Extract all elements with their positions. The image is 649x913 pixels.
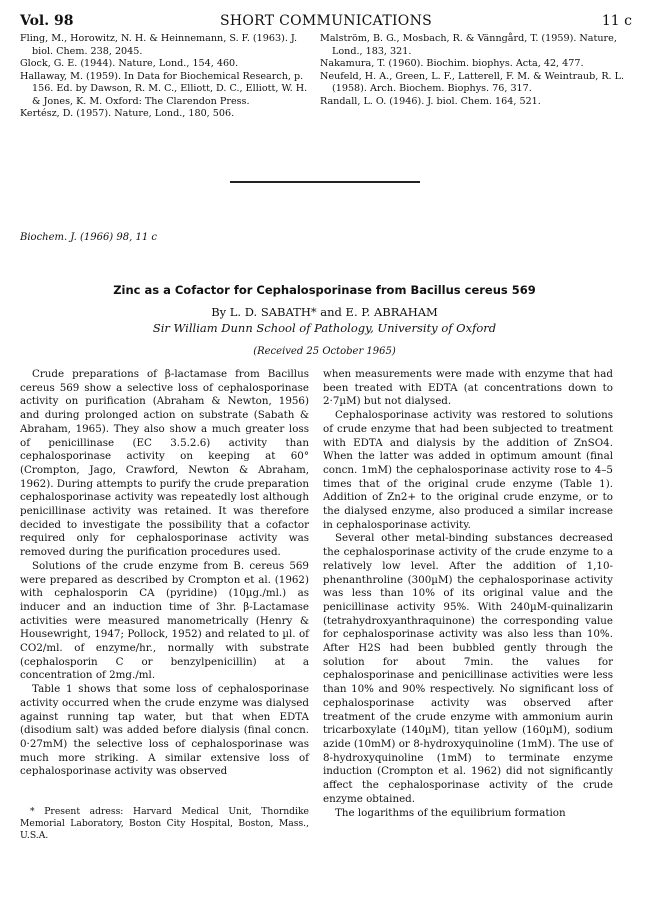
body-column-right (323, 368, 613, 820)
section-title: SHORT COMMUNICATIONS (219, 13, 433, 29)
running-header (20, 13, 632, 31)
body-paragraph: Solutions of the crude enzyme from B. cereus 569 were prepared as described by Crompton et al. (1962) with cephalosporin CA (pyridine) (10µg./ml.) as inducer and an induction time of 3hr. β-Lactamase activities were measured manometrically (Henry & Housewright, 1947; Pollock, 1952) and related to µl. of CO2/ml. of enzyme/hr., normally with substrate (cephalosporin C or benzylpenicillin) at a concentration of 2mg./ml. (20, 559, 309, 682)
reference-item: Hallaway, M. (1959). In Data for Biochemical Research, p. 156. Ed. by Dawson, R. M. C., Elliott, D. C., Elliott, W. H. & Jones, K. M. Oxford: The Clarendon Press. (20, 70, 308, 107)
body-paragraph: The logarithms of the equilibrium formation (335, 806, 566, 819)
body-paragraph: when measurements were made with enzyme that had been treated with EDTA (at concentrations down to 2·7µM) but not dialysed. (323, 368, 613, 408)
body-paragraph: Table 1 shows that some loss of cephalosporinase activity occurred when the crude enzyme was dialysed against running tap water, but that when EDTA (disodium salt) was added before dialysis (final concn. 0·27mM) the selective loss of cephalosporinase was much more striking. A similar extensive loss of cephalosporinase activity was observed (20, 683, 309, 778)
journal-citation: Biochem. J. (1966) 98, 11 c (20, 232, 157, 243)
section-divider (230, 181, 420, 183)
footnote: * Present adress: Harvard Medical Unit, Thorndike Memorial Laboratory, Boston City Hospital, Boston, Mass., U.S.A. (20, 806, 309, 841)
reference-item: Neufeld, H. A., Green, L. F., Latterell, F. M. & Weintraub, R. L. (1958). Arch. Biochem. Biophys. 76, 317. (320, 70, 625, 94)
received-date: (Received 25 October 1965) (253, 346, 396, 357)
body-paragraph: Cephalosporinase activity was restored to solutions of crude enzyme that had been subjected to treatment with EDTA and dialysis by the addition of ZnSO4. When the latter was added in optimum amount (final concn. 1mM) the cephalosporinase activity rose to 4–5 times that of the original crude enzyme (Table 1). Addition of Zn2+ to the original crude enzyme, or to the dialysed enzyme, also produced a similar increase in cephalosporinase activity. (323, 409, 613, 531)
reference-item: Glock, G. E. (1944). Nature, Lond., 154, 460. (20, 58, 239, 69)
article-title: Zinc as a Cofactor for Cephalosporinase from Bacillus cereus 569 (113, 283, 536, 297)
reference-item: Nakamura, T. (1960). Biochim. biophys. Acta, 42, 477. (320, 58, 584, 69)
body-paragraph: Crude preparations of β-lactamase from Bacillus cereus 569 show a selective loss of cephalosporinase activity on purification (Abraham & Newton, 1956) and during prolonged action on substrate (Sabath & Abraham, 1965). They also show a much greater loss of penicillinase (EC 3.5.2.6) activity than cephalosporinase activity on keeping at 60° (Crompton, Jago, Crawford, Newton & Abraham, 1962). During attempts to purify the crude preparation cephalosporinase activity was repeatedly lost although penicillinase activity was retained. It was therefore decided to investigate the possibility that a cofactor required only for cephalosporinase activity was removed during the purification procedures used. (20, 368, 309, 559)
reference-item: Fling, M., Horowitz, N. H. & Heinnemann, S. F. (1963). J. biol. Chem. 238, 2045. (20, 33, 298, 57)
article-affiliation: Sir William Dunn School of Pathology, University of Oxford (152, 321, 497, 335)
body-paragraph: Several other metal-binding substances decreased the cephalosporinase activity of the crude enzyme to a relatively low level. After the addition of 1,10-phenanthroline (300µM) the cephalosporinase activity was less than 10% of its original value and the penicillinase activity 95%. With 240µM-quinalizarin (tetrahydroxyanthraquinone) the corresponding value for cephalosporinase activity was also less than 10%. After H2S had been bubbled gently through the solution for about 7min. the values for cephalosporinase and penicillinase activities were less than 10% and 90% respectively. No significant loss of cephalosporinase activity was observed after treatment of the crude enzyme with ammonium aurin tricarboxylate (140µM), titan yellow (160µM), sodium azide (10mM) or 8-hydroxyquinoline (1mM). The use of 8-hydroxyquinoline (1mM) to terminate enzyme induction (Crompton et al. 1962) did not significantly affect the cephalosporinase activity of the crude enzyme obtained. (323, 532, 613, 805)
article-authors: By L. D. SABATH* and E. P. ABRAHAM (211, 305, 438, 319)
body-column-left (20, 368, 309, 779)
page-number: 11 c (601, 13, 632, 29)
volume-label: Vol. 98 (20, 13, 74, 29)
reference-item: Kertész, D. (1957). Nature, Lond., 180, 506. (20, 108, 235, 119)
references-left (20, 33, 312, 121)
reference-item: Malström, B. G., Mosbach, R. & Vänngård, T. (1959). Nature, Lond., 183, 321. (320, 33, 617, 57)
references-right (320, 33, 632, 108)
reference-item: Randall, L. O. (1946). J. biol. Chem. 164, 521. (320, 95, 541, 107)
